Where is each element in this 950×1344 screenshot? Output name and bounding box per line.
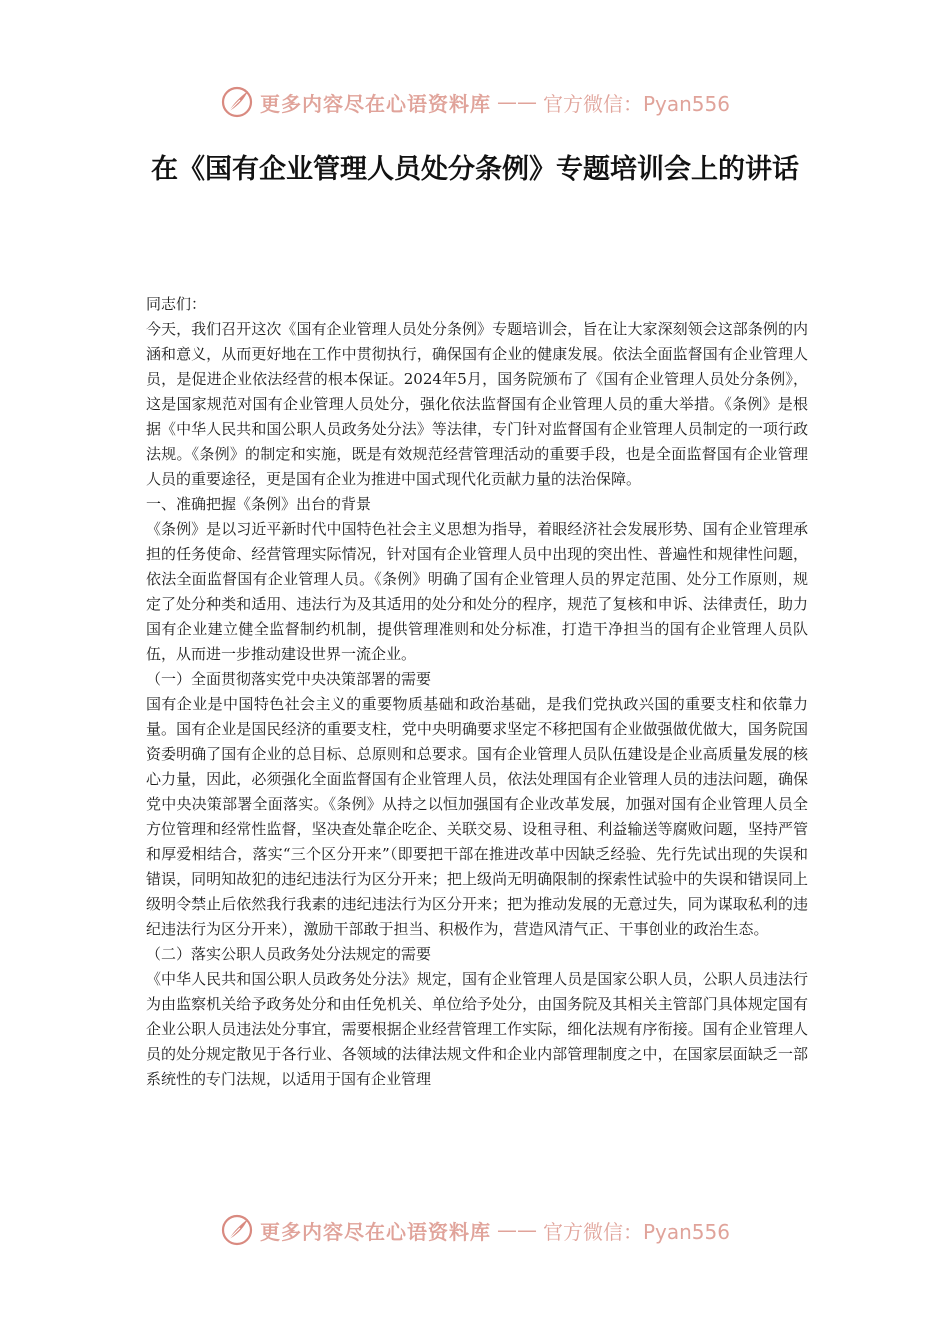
document-body [146, 292, 808, 1092]
body-paragraph: 国有企业是中国特色社会主义的重要物质基础和政治基础，是我们党执政兴国的重要支柱和依靠力量。国有企业是国民经济的重要支柱，党中央明确要求坚定不移把国有企业做强做优做大，国务院国资委明确了国有企业的总目标、总原则和总要求。国有企业管理人员队伍建设是企业高质量发展的核心力量，因此，必须强化全面监督国有企业管理人员，依法处理国有企业管理人员的违法问题，确保党中央决策部署全面落实。《条例》从持之以恒加强国有企业改革发展，加强对国有企业管理人员全方位管理和经常性监督，坚决查处靠企吃企、关联交易、设租寻租、利益输送等腐败问题，坚持严管和厚爱相结合，落实“三个区分开来”（即要把干部在推进改革中因缺乏经验、先行先试出现的失误和错误，同明知故犯的违纪违法行为区分开来；把上级尚无明确限制的探索性试验中的失误和错误同上级明令禁止后依然我行我素的违纪违法行为区分开来；把为推动发展的无意过失，同为谋取私利的违纪违法行为区分开来），激励干部敢于担当、积极作为，营造风清气正、干事创业的政治生态。 [146, 695, 808, 938]
banner-site-name: 更多内容尽在心语资料库 [259, 1219, 491, 1244]
banner-separator: —— [496, 1218, 537, 1242]
body-paragraph: 今天，我们召开这次《国有企业管理人员处分条例》专题培训会，旨在让大家深刻领会这部条例的内涵和意义，从而更好地在工作中贯彻执行，确保国有企业的健康发展。依法全面监督国有企业管理人员，是促进企业依法经营的根本保证。2024年5月，国务院颁布了《国有企业管理人员处分条例》，这是国家规范对国有企业管理人员处分，强化依法监督国有企业管理人员的重大举措。《条例》是根据《中华人民共和国公职人员政务处分法》等法律，专门针对监督国有企业管理人员制定的一项行政法规。《条例》的制定和实施，既是有效规范经营管理活动的重要手段，也是全面监督国有企业管理人员的重要途径，更是国有企业为推进中国式现代化贡献力量的法治保障。 [146, 320, 808, 488]
section-heading: 一、准确把握《条例》出台的背景 [146, 495, 372, 513]
subsection-heading: （二）落实公职人员政务处分法规定的需要 [146, 945, 432, 963]
subsection-heading: （一）全面贯彻落实党中央决策部署的需要 [146, 670, 432, 688]
banner-separator: —— [496, 90, 537, 114]
banner-site-name: 更多内容尽在心语资料库 [259, 91, 491, 116]
banner-wechat-id: 官方微信：Pyan556 [542, 1219, 730, 1244]
feather-logo-icon [220, 1213, 254, 1247]
header-watermark-banner [0, 82, 950, 122]
footer-watermark-banner [0, 1210, 950, 1250]
body-paragraph: 《条例》是以习近平新时代中国特色社会主义思想为指导，着眼经济社会发展形势、国有企业管理承担的任务使命、经营管理实际情况，针对国有企业管理人员中出现的突出性、普遍性和规律性问题，依法全面监督国有企业管理人员。《条例》明确了国有企业管理人员的界定范围、处分工作原则，规定了处分种类和适用、违法行为及其适用的处分和处分的程序，规范了复核和申诉、法律责任，助力国有企业建立健全监督制约机制，提供管理准则和处分标准，打造干净担当的国有企业管理人员队伍，从而进一步推动建设世界一流企业。 [146, 520, 808, 663]
feather-logo-icon [220, 85, 254, 119]
document-title: 在《国有企业管理人员处分条例》专题培训会上的讲话 [151, 154, 799, 185]
banner-wechat-id: 官方微信：Pyan556 [542, 91, 730, 116]
salutation: 同志们： [146, 295, 207, 313]
body-paragraph: 《中华人民共和国公职人员政务处分法》规定，国有企业管理人员是国家公职人员，公职人员违法行为由监察机关给予政务处分和由任免机关、单位给予处分，由国务院及其相关主管部门具体规定国有企业公职人员违法处分事宜，需要根据企业经营管理工作实际，细化法规有序衔接。国有企业管理人员的处分规定散见于各行业、各领域的法律法规文件和企业内部管理制度之中，在国家层面缺乏一部系统性的专门法规，以适用于国有企业管理 [146, 970, 808, 1088]
